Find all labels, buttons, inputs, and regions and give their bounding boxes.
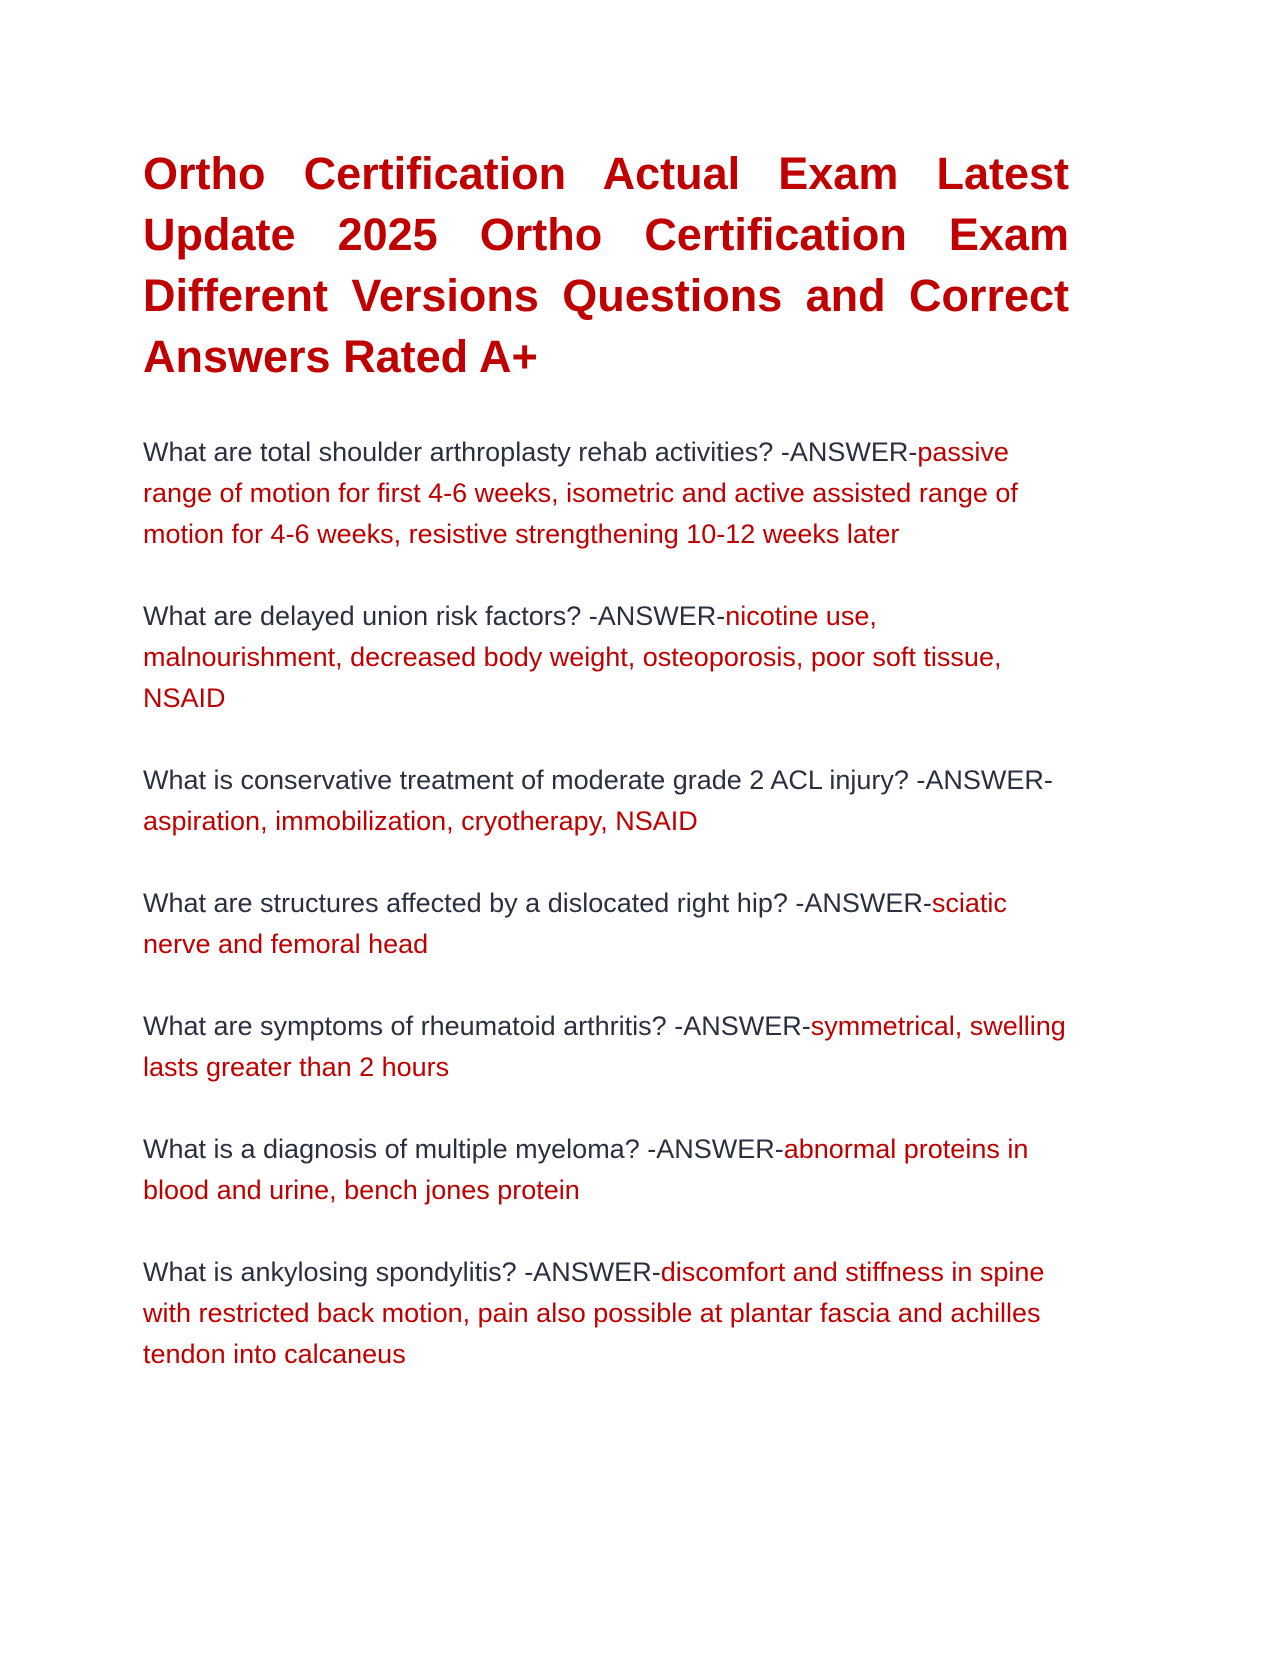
answer-text: aspiration, immobilization, cryotherapy, NSAID — [143, 806, 698, 836]
qa-item — [143, 432, 1069, 555]
question-text: What is conservative treatment of moderate grade 2 ACL injury? — [143, 765, 909, 795]
document-page — [143, 143, 1069, 1375]
question-text: What are structures affected by a dislocated right hip? — [143, 888, 788, 918]
question-text: What are total shoulder arthroplasty rehab activities? — [143, 437, 774, 467]
document-title: Ortho Certification Actual Exam Latest Update 2025 Ortho Certification Exam Different Versions Questions and Correct Answers Rated A+ — [143, 148, 1069, 382]
answer-separator: -ANSWER- — [639, 1134, 784, 1164]
answer-separator: -ANSWER- — [908, 765, 1053, 795]
answer-separator: -ANSWER- — [581, 601, 726, 631]
answer-separator: -ANSWER- — [787, 888, 932, 918]
answer-text: sciatic nerve and femoral head — [143, 888, 1007, 959]
qa-list — [143, 432, 1069, 1375]
qa-item — [143, 1252, 1069, 1375]
answer-text: passive range of motion for first 4-6 weeks, isometric and active assisted range of motion for 4-6 weeks, resistive strengthening 10-12 weeks later — [143, 437, 1018, 549]
qa-item — [143, 1129, 1069, 1211]
qa-item — [143, 760, 1069, 842]
qa-item — [143, 596, 1069, 719]
answer-text: nicotine use, malnourishment, decreased body weight, osteoporosis, poor soft tissue, NSAID — [143, 601, 1002, 713]
answer-text: abnormal proteins in blood and urine, bench jones protein — [143, 1134, 1029, 1205]
answer-separator: -ANSWER- — [773, 437, 918, 467]
answer-text: discomfort and stiffness in spine with restricted back motion, pain also possible at plantar fascia and achilles tendon into calcaneus — [143, 1257, 1045, 1369]
answer-separator: -ANSWER- — [666, 1011, 811, 1041]
qa-item — [143, 1006, 1069, 1088]
answer-text: symmetrical, swelling lasts greater than 2 hours — [143, 1011, 1066, 1082]
qa-item — [143, 883, 1069, 965]
question-text: What is a diagnosis of multiple myeloma? — [143, 1134, 640, 1164]
answer-separator: -ANSWER- — [516, 1257, 661, 1287]
question-text: What is ankylosing spondylitis? — [143, 1257, 517, 1287]
question-text: What are symptoms of rheumatoid arthritis? — [143, 1011, 667, 1041]
question-text: What are delayed union risk factors? — [143, 601, 582, 631]
